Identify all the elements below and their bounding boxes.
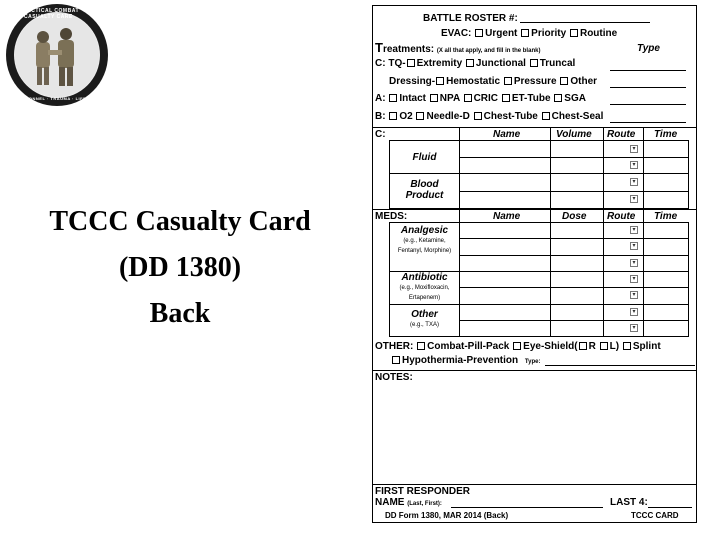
other-route-dropdown-1[interactable]: ▾ <box>630 308 638 316</box>
evac-routine-checkbox[interactable] <box>570 29 578 37</box>
other-med-examples: (e.g., TXA) <box>410 322 439 328</box>
title-line-3: Back <box>149 298 211 329</box>
b-breathing-row <box>375 111 603 122</box>
tq-junctional-label: Junctional <box>475 58 526 69</box>
b-prefix: B: <box>375 111 386 122</box>
tq-truncal-label: Truncal <box>539 58 576 69</box>
meds-row-rule <box>459 222 688 223</box>
airway-cric-label: CRIC <box>473 93 499 104</box>
tccc-logo <box>6 4 108 106</box>
meds-label-top-rule <box>389 222 460 223</box>
meds-row-rule <box>459 287 688 288</box>
airway-sga-checkbox[interactable] <box>554 94 562 102</box>
dressing-label: Dressing- <box>389 76 436 87</box>
evac-urgent-label: Urgent <box>485 28 518 39</box>
logo-bottom-text: PERSONNEL · TRAUMA · LIFE · SUPPORT <box>16 96 90 106</box>
logo-top-text: TACTICAL COMBAT CASUALTY CARE <box>24 8 79 20</box>
antibiotic-route-dropdown-1[interactable]: ▾ <box>630 275 638 283</box>
hypothermia-prevention-checkbox[interactable] <box>392 356 400 364</box>
c-table-row-rule <box>459 140 688 141</box>
meds-header-time: Time <box>654 211 678 222</box>
meds-col-sep <box>603 209 604 337</box>
tq-type-field[interactable] <box>610 70 686 71</box>
evac-label: EVAC: <box>441 28 472 39</box>
dressing-row <box>389 76 597 87</box>
treatments-big-letter: T <box>375 40 383 55</box>
c-prefix: C: <box>375 58 386 69</box>
first-responder-name-note: (Last, First): <box>407 501 442 507</box>
combat-pill-pack-label: Combat-Pill-Pack <box>427 341 510 352</box>
evac-urgent-checkbox[interactable] <box>475 29 483 37</box>
antibiotic-label-block <box>391 272 458 303</box>
eye-shield-left-label: L <box>609 341 616 352</box>
meds-row-rule <box>459 238 688 239</box>
fluid-label: Fluid <box>412 152 437 163</box>
dressing-pressure-checkbox[interactable] <box>504 77 512 85</box>
c-table-row-rule <box>459 191 688 192</box>
c-table-prefix: C: <box>375 129 386 140</box>
breathing-chest-seal-label: Chest-Seal <box>551 111 604 122</box>
airway-intact-label: Intact <box>399 93 427 104</box>
breathing-o2-checkbox[interactable] <box>389 112 397 120</box>
analgesic-route-dropdown-3[interactable]: ▾ <box>630 259 638 267</box>
meds-prefix: MEDS: <box>375 211 408 222</box>
hypothermia-type-label: Type: <box>524 359 541 365</box>
hypothermia-type-field[interactable] <box>545 365 695 366</box>
tq-extremity-checkbox[interactable] <box>407 59 415 67</box>
c-tq-row <box>375 58 575 69</box>
antibiotic-examples: (e.g., Moxifloxacin, Ertapenem) <box>399 285 450 301</box>
soldiers-icon <box>14 12 100 98</box>
airway-intact-checkbox[interactable] <box>389 94 397 102</box>
meds-top-rule <box>373 209 696 210</box>
splint-label: Splint <box>632 341 661 352</box>
meds-header-dose: Dose <box>562 211 587 222</box>
eye-shield-right-checkbox[interactable] <box>579 342 587 350</box>
other-med-label-block <box>391 309 458 330</box>
airway-sga-label: SGA <box>564 93 586 104</box>
analgesic-label: Analgesic <box>400 225 449 236</box>
meds-left-edge <box>389 222 390 337</box>
meds-row-rule <box>459 320 688 321</box>
dressing-other-label: Other <box>570 76 598 87</box>
a-airway-row <box>375 93 586 104</box>
battle-roster-label: BATTLE ROSTER #: <box>423 13 518 24</box>
meds-row-rule <box>459 255 688 256</box>
other-route-dropdown-2[interactable]: ▾ <box>630 324 638 332</box>
blood-route-dropdown-1[interactable]: ▾ <box>630 178 638 186</box>
eye-shield-left-checkbox[interactable] <box>600 342 608 350</box>
antibiotic-label: Antibiotic <box>401 272 448 283</box>
eye-shield-checkbox[interactable] <box>513 342 521 350</box>
breathing-chest-seal-checkbox[interactable] <box>542 112 550 120</box>
treatments-label: reatments: <box>382 44 435 55</box>
tq-junctional-checkbox[interactable] <box>466 59 474 67</box>
fluid-route-dropdown-1[interactable]: ▾ <box>630 145 638 153</box>
first-responder-name-label: NAME <box>375 497 405 508</box>
airway-et-tube-checkbox[interactable] <box>502 94 510 102</box>
antibiotic-route-dropdown-2[interactable]: ▾ <box>630 291 638 299</box>
treatments-type-header: Type <box>637 43 660 54</box>
evac-routine-label: Routine <box>579 28 618 39</box>
dressing-hemostatic-label: Hemostatic <box>446 76 501 87</box>
first-responder-name-row <box>375 497 442 510</box>
analgesic-route-dropdown-2[interactable]: ▾ <box>630 242 638 250</box>
airway-type-field[interactable] <box>610 104 686 105</box>
tq-extremity-label: Extremity <box>416 58 463 69</box>
dressing-pressure-label: Pressure <box>513 76 557 87</box>
other-prefix: OTHER: <box>375 341 414 352</box>
airway-npa-checkbox[interactable] <box>430 94 438 102</box>
eye-shield-label: Eye-Shield <box>523 341 575 352</box>
notes-area[interactable] <box>375 384 693 482</box>
meds-col-sep <box>459 209 460 337</box>
notes-label: NOTES: <box>375 372 413 383</box>
notes-top-rule <box>373 370 696 371</box>
analgesic-label-block <box>391 225 458 256</box>
meds-header-route: Route <box>607 211 636 222</box>
evac-row <box>441 28 617 39</box>
airway-et-tube-label: ET-Tube <box>511 93 551 104</box>
title-line-1: TCCC Casualty Card <box>49 206 311 237</box>
analgesic-route-dropdown-1[interactable]: ▾ <box>630 226 638 234</box>
tq-truncal-checkbox[interactable] <box>530 59 538 67</box>
breathing-chest-tube-checkbox[interactable] <box>474 112 482 120</box>
logo-inner-ring <box>14 12 100 98</box>
meds-col-sep <box>550 209 551 337</box>
tq-label: TQ- <box>388 58 406 69</box>
airway-npa-label: NPA <box>439 93 460 104</box>
meds-right-edge <box>688 222 689 337</box>
eye-shield-right-label: R <box>588 341 596 352</box>
blood-product-label: Blood Product <box>405 179 444 201</box>
breathing-o2-label: O2 <box>399 111 413 122</box>
c-table-row-rule <box>459 157 688 158</box>
c-table-right-edge <box>688 140 689 209</box>
c-table-header-volume: Volume <box>556 129 592 140</box>
casualty-card-back <box>372 5 697 523</box>
c-table-header-route: Route <box>607 129 636 140</box>
hypothermia-prevention-label: Hypothermia-Prevention <box>402 355 519 366</box>
breathing-type-field[interactable] <box>610 122 686 123</box>
c-table-header-time: Time <box>654 129 678 140</box>
meds-header-name: Name <box>493 211 521 222</box>
combat-pill-pack-checkbox[interactable] <box>417 342 425 350</box>
breathing-needle-d-label: Needle-D <box>426 111 470 122</box>
dressing-type-field[interactable] <box>610 87 686 88</box>
other-med-label: Other <box>411 309 438 320</box>
dressing-other-checkbox[interactable] <box>560 77 568 85</box>
evac-priority-label: Priority <box>531 28 567 39</box>
other-row: OTHER: Combat-Pill-Pack Eye-Shield( R L) Splint <box>375 341 661 352</box>
hypothermia-row <box>391 355 540 368</box>
a-prefix: A: <box>375 93 386 104</box>
c-table-top-rule <box>373 127 696 128</box>
first-responder-label: FIRST RESPONDER <box>375 486 471 497</box>
dressing-hemostatic-checkbox[interactable] <box>436 77 444 85</box>
airway-cric-checkbox[interactable] <box>464 94 472 102</box>
title-line-2: (DD 1380) <box>118 252 242 283</box>
first-responder-top-rule <box>373 484 696 485</box>
analgesic-examples: (e.g., Ketamine, Fentanyl, Morphine) <box>397 238 452 254</box>
breathing-needle-d-checkbox[interactable] <box>416 112 424 120</box>
evac-priority-checkbox[interactable] <box>521 29 529 37</box>
last4-label: LAST 4: <box>610 497 648 508</box>
c-table-header-name: Name <box>493 129 521 140</box>
fluid-route-dropdown-2[interactable]: ▾ <box>630 161 638 169</box>
card-name: TCCC CARD <box>631 511 679 520</box>
treatments-note: (X all that apply, and fill in the blank) <box>436 48 541 54</box>
meds-col-sep <box>643 209 644 337</box>
form-number: DD Form 1380, MAR 2014 (Back) <box>385 511 509 520</box>
splint-checkbox[interactable] <box>623 342 631 350</box>
battle-roster-field[interactable] <box>520 22 650 23</box>
treatments-heading <box>375 42 540 57</box>
first-responder-name-field[interactable] <box>451 507 603 508</box>
last4-field[interactable] <box>648 507 692 508</box>
blood-route-dropdown-2[interactable]: ▾ <box>630 195 638 203</box>
breathing-chest-tube-label: Chest-Tube <box>483 111 538 122</box>
